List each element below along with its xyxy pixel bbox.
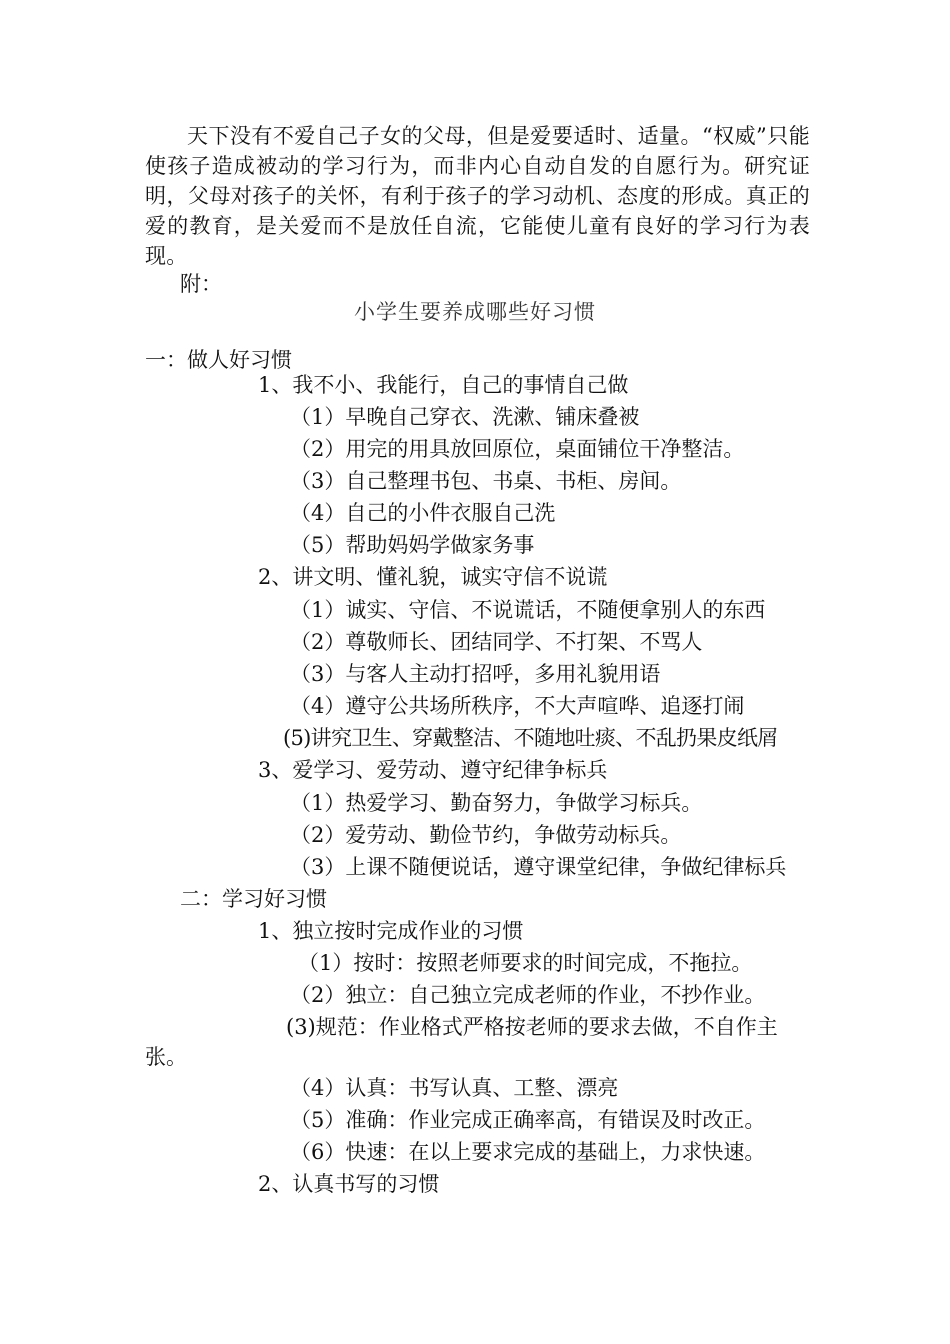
- section2-item-1: 1、独立按时完成作业的习惯: [258, 919, 524, 943]
- list-item: （2）尊敬师长、团结同学、不打架、不骂人: [290, 630, 703, 654]
- list-item: （3）与客人主动打招呼，多用礼貌用语: [290, 662, 661, 686]
- list-item: (3)规范：作业格式严格按老师的要求去做，不自作主: [286, 1015, 778, 1039]
- list-item: （1）按时：按照老师要求的时间完成，不拖拉。: [298, 951, 753, 975]
- list-item: （2）爱劳动、勤俭节约，争做劳动标兵。: [290, 823, 682, 847]
- list-item: （4）认真：书写认真、工整、漂亮: [290, 1076, 619, 1100]
- section1-item-1: 1、我不小、我能行，自己的事情自己做: [258, 373, 629, 397]
- list-item: （1）早晚自己穿衣、洗漱、铺床叠被: [290, 405, 640, 429]
- list-item: （2）用完的用具放回原位，桌面铺位干净整洁。: [290, 437, 745, 461]
- appendix-label: 附：: [180, 272, 222, 296]
- section2-item-2: 2、认真书写的习惯: [258, 1172, 440, 1196]
- list-item: (5)讲究卫生、穿戴整洁、不随地吐痰、不乱扔果皮纸屑: [283, 726, 778, 750]
- list-item: （5）帮助妈妈学做家务事: [290, 533, 535, 557]
- list-item: （2）独立：自己独立完成老师的作业，不抄作业。: [290, 983, 766, 1007]
- list-item: （5）准确：作业完成正确率高，有错误及时改正。: [290, 1108, 766, 1132]
- list-item: （1）热爱学习、勤奋努力，争做学习标兵。: [290, 791, 703, 815]
- document-title: 小学生要养成哪些好习惯: [354, 300, 596, 324]
- section-heading-1: 一：做人好习惯: [145, 348, 292, 372]
- list-item: （3）上课不随便说话，遵守课堂纪律，争做纪律标兵: [290, 855, 787, 879]
- section1-item-3: 3、爱学习、爱劳动、遵守纪律争标兵: [258, 758, 608, 782]
- list-item: （1）诚实、守信、不说谎话，不随便拿别人的东西: [290, 598, 766, 622]
- section1-item-2: 2、讲文明、懂礼貌，诚实守信不说谎: [258, 565, 608, 589]
- list-item: （3）自己整理书包、书桌、书柜、房间。: [290, 469, 682, 493]
- list-item: （4）遵守公共场所秩序，不大声喧哗、追逐打闹: [290, 694, 745, 718]
- list-item: （4）自己的小件衣服自己洗: [290, 501, 556, 525]
- list-item: （6）快速：在以上要求完成的基础上，力求快速。: [290, 1140, 766, 1164]
- list-item-continuation: 张。: [145, 1045, 187, 1069]
- intro-paragraph: 天下没有不爱自己子女的父母，但是爱要适时、适量。“权威”只能使孩子造成被动的学习行为，而非内心自动自发的自愿行为。研究证明，父母对孩子的关怀，有利于孩子的学习动机、态度的形成。真正的爱的教育，是关爱而不是放任自流，它能使儿童有良好的学习行为表现。: [145, 124, 810, 268]
- section-heading-2: 二：学习好习惯: [180, 887, 327, 911]
